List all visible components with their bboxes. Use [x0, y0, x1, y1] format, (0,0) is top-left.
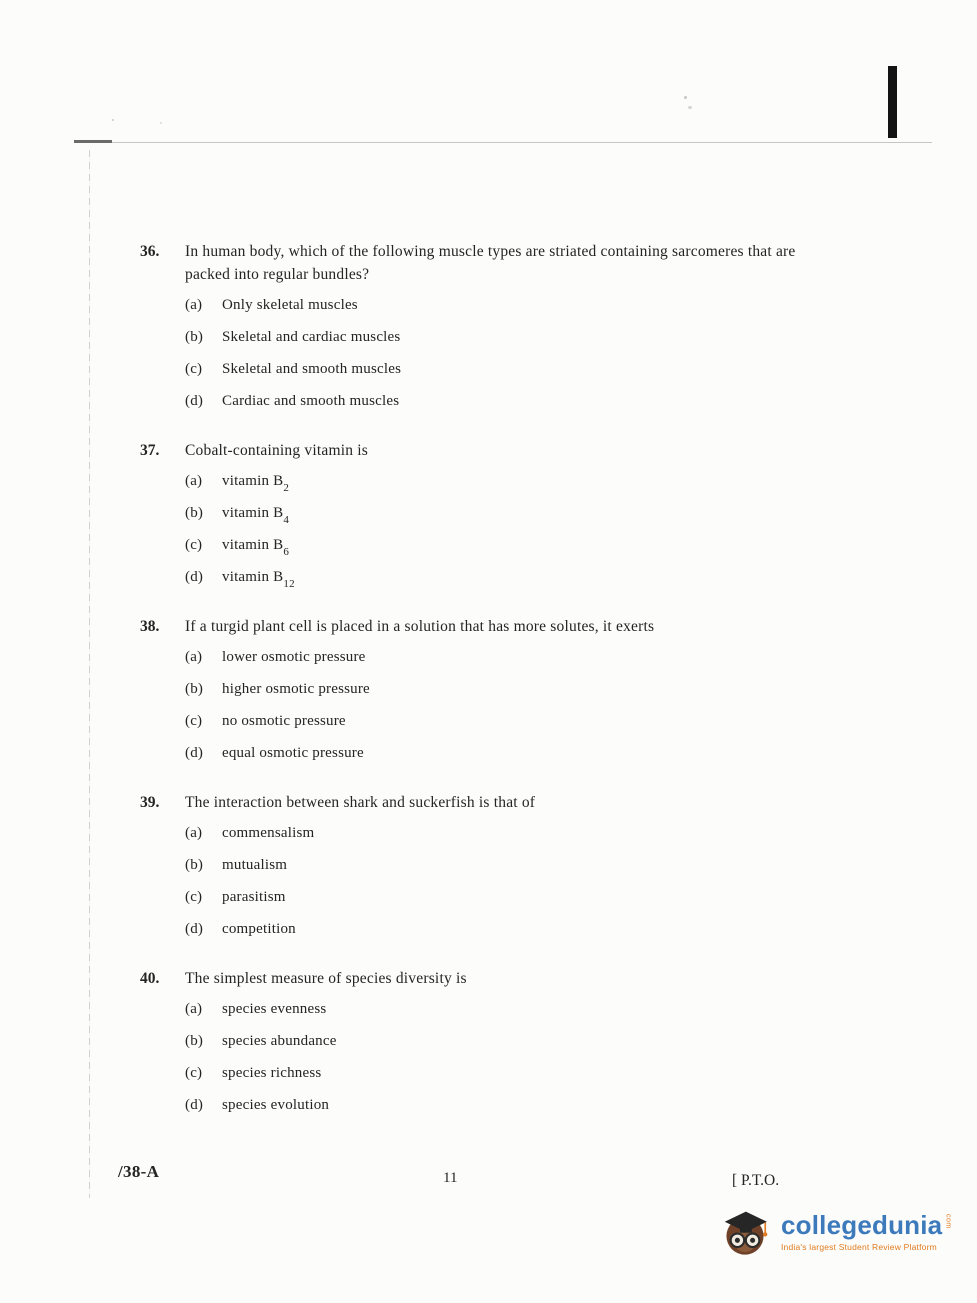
option-text-main: vitamin B: [222, 505, 284, 521]
option-text: [222, 647, 366, 668]
option-text: [222, 503, 289, 524]
option-text: [222, 855, 287, 876]
option-d: [185, 743, 850, 764]
option-label: (d): [185, 569, 204, 585]
option-label: (a): [185, 1001, 203, 1017]
option-label: (d): [185, 921, 204, 937]
option-subscript: 12: [283, 578, 295, 590]
option-text-main: species richness: [222, 1065, 322, 1081]
option-text: [222, 887, 286, 908]
option-text-main: Only skeletal muscles: [222, 297, 358, 313]
option-text: [222, 711, 346, 732]
question-body: [185, 967, 850, 1127]
option-c: [185, 359, 850, 380]
scan-top-dash: [74, 140, 112, 143]
option-b: [185, 679, 850, 700]
option-c: [185, 887, 850, 908]
option-text-main: mutualism: [222, 857, 288, 873]
option-a: [185, 295, 850, 316]
option-b: [185, 855, 850, 876]
option-label: (b): [185, 857, 204, 873]
option-c: [185, 1063, 850, 1084]
scan-speck: [684, 96, 687, 99]
option-c: [185, 711, 850, 732]
option-text: [222, 295, 358, 316]
option-label: (b): [185, 1033, 204, 1049]
option-b: [185, 503, 850, 524]
option-d: [185, 567, 850, 588]
option-subscript: 4: [283, 514, 290, 526]
option-label: (b): [185, 329, 204, 345]
option-text: [222, 391, 399, 412]
option-text: [222, 999, 326, 1020]
question-body: [185, 240, 850, 423]
question-text: If a turgid plant cell is placed in a solution that has more solutes, it exerts: [185, 618, 655, 635]
option-subscript: 2: [283, 482, 290, 494]
option-text-main: vitamin B: [222, 473, 284, 489]
question-36: [140, 240, 850, 423]
option-text: [222, 471, 289, 492]
option-text: [222, 919, 296, 940]
scan-speck: [112, 119, 114, 121]
option-subscript: 6: [283, 546, 290, 558]
option-text-main: species evenness: [222, 1001, 327, 1017]
collegedunia-mascot-icon: [718, 1204, 772, 1258]
option-text-main: equal osmotic pressure: [222, 745, 364, 761]
option-label: (d): [185, 393, 204, 409]
option-text-main: species evolution: [222, 1097, 330, 1113]
scan-speck: [160, 122, 162, 124]
option-label: (a): [185, 297, 203, 313]
option-d: [185, 391, 850, 412]
option-text-main: lower osmotic pressure: [222, 649, 366, 665]
question-number: 37.: [140, 442, 160, 459]
option-text-main: vitamin B: [222, 537, 284, 553]
option-text-main: parasitism: [222, 889, 286, 905]
page-number: 11: [443, 1170, 458, 1186]
question-body: [185, 791, 850, 951]
logo-tagline: India's largest Student Review Platform: [781, 1241, 937, 1252]
question-body: [185, 439, 850, 599]
option-a: [185, 823, 850, 844]
collegedunia-logo: [718, 1204, 951, 1258]
logo-brand-name: collegedunia: [781, 1209, 943, 1240]
question-40: [140, 967, 850, 1127]
question-text: The interaction between shark and suckerfish is that of: [185, 794, 536, 811]
option-a: [185, 647, 850, 668]
question-37: [140, 439, 850, 599]
option-label: (b): [185, 505, 204, 521]
option-text-main: species abundance: [222, 1033, 337, 1049]
logo-word-row: [781, 1211, 951, 1239]
pto-marker: [ P.T.O.: [732, 1172, 780, 1189]
option-text: [222, 535, 289, 556]
option-text-main: higher osmotic pressure: [222, 681, 370, 697]
option-text-main: Cardiac and smooth muscles: [222, 393, 400, 409]
option-text-main: no osmotic pressure: [222, 713, 346, 729]
question-text: In human body, which of the following muscle types are striated containing sarcomeres that are packed into regular bundles?: [185, 243, 796, 283]
booklet-code: /38-A: [118, 1162, 160, 1181]
option-text: [222, 327, 400, 348]
option-d: [185, 919, 850, 940]
option-text: [222, 1095, 329, 1116]
logo-text-block: [781, 1211, 951, 1252]
logo-brand-suffix: com: [944, 1213, 952, 1229]
question-38: [140, 615, 850, 775]
question-list: [140, 240, 850, 1143]
scan-black-bar: [888, 66, 897, 138]
option-a: [185, 471, 850, 492]
question-text: Cobalt-containing vitamin is: [185, 442, 368, 459]
option-text-main: competition: [222, 921, 296, 937]
option-label: (c): [185, 713, 203, 729]
option-b: [185, 327, 850, 348]
option-text: [222, 1063, 321, 1084]
option-label: (d): [185, 745, 204, 761]
question-number: 36.: [140, 243, 160, 260]
option-text: [222, 679, 370, 700]
option-label: (c): [185, 537, 203, 553]
option-text-main: commensalism: [222, 825, 315, 841]
question-text: The simplest measure of species diversity is: [185, 970, 467, 987]
option-b: [185, 1031, 850, 1052]
option-label: (a): [185, 825, 203, 841]
question-number: 38.: [140, 618, 160, 635]
option-text: [222, 743, 364, 764]
option-text-main: Skeletal and smooth muscles: [222, 361, 402, 377]
option-text: [222, 359, 401, 380]
scan-left-edge-line: [89, 150, 90, 1198]
question-39: [140, 791, 850, 951]
question-body: [185, 615, 850, 775]
option-text: [222, 823, 314, 844]
option-text-main: Skeletal and cardiac muscles: [222, 329, 401, 345]
option-text: [222, 1031, 337, 1052]
option-label: (c): [185, 1065, 203, 1081]
option-d: [185, 1095, 850, 1116]
option-text-main: vitamin B: [222, 569, 284, 585]
option-text: [222, 567, 295, 588]
option-label: (c): [185, 889, 203, 905]
option-label: (a): [185, 649, 203, 665]
scan-speck: [688, 106, 692, 109]
scan-top-line: [74, 142, 932, 143]
option-c: [185, 535, 850, 556]
option-a: [185, 999, 850, 1020]
option-label: (b): [185, 681, 204, 697]
option-label: (d): [185, 1097, 204, 1113]
option-label: (c): [185, 361, 203, 377]
option-label: (a): [185, 473, 203, 489]
question-number: 40.: [140, 970, 160, 987]
question-number: 39.: [140, 794, 160, 811]
